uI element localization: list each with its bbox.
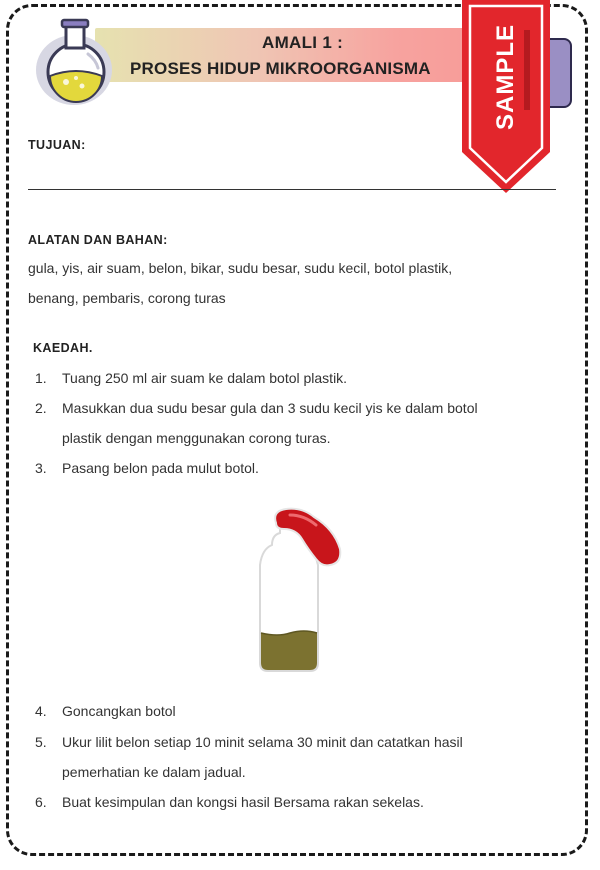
step-text-continued: plastik dengan menggunakan corong turas. bbox=[62, 430, 331, 446]
step-text: Buat kesimpulan dan kongsi hasil Bersama rakan sekelas. bbox=[62, 794, 424, 810]
step-text: Ukur lilit belon setiap 10 minit selama 30 minit dan catatkan hasil bbox=[62, 734, 463, 750]
step-number: 1. bbox=[35, 370, 47, 386]
step-number: 6. bbox=[35, 794, 47, 810]
practical-title: PROSES HIDUP MIKROORGANISMA bbox=[130, 59, 431, 78]
practical-number: AMALI 1 : bbox=[262, 33, 344, 52]
objective-heading: TUJUAN: bbox=[28, 138, 86, 152]
step-number: 3. bbox=[35, 460, 47, 476]
step-number: 4. bbox=[35, 703, 47, 719]
materials-heading: ALATAN DAN BAHAN: bbox=[28, 233, 168, 247]
objective-answer-line bbox=[28, 189, 556, 190]
step-number: 5. bbox=[35, 734, 47, 750]
bottle-balloon-illustration bbox=[250, 505, 350, 685]
sample-label: SAMPLE bbox=[492, 23, 520, 131]
step-text: Masukkan dua sudu besar gula dan 3 sudu kecil yis ke dalam botol bbox=[62, 400, 478, 416]
materials-text-line1: gula, yis, air suam, belon, bikar, sudu besar, sudu kecil, botol plastik, bbox=[28, 260, 453, 276]
method-heading: KAEDAH. bbox=[33, 341, 93, 355]
step-text-continued: pemerhatian ke dalam jadual. bbox=[62, 764, 246, 780]
materials-text-line2: benang, pembaris, corong turas bbox=[28, 290, 226, 306]
step-text: Tuang 250 ml air suam ke dalam botol plastik. bbox=[62, 370, 348, 386]
step-text: Pasang belon pada mulut botol. bbox=[62, 460, 259, 476]
step-text: Goncangkan botol bbox=[62, 703, 176, 719]
step-number: 2. bbox=[35, 400, 47, 416]
flask-icon bbox=[30, 14, 116, 110]
